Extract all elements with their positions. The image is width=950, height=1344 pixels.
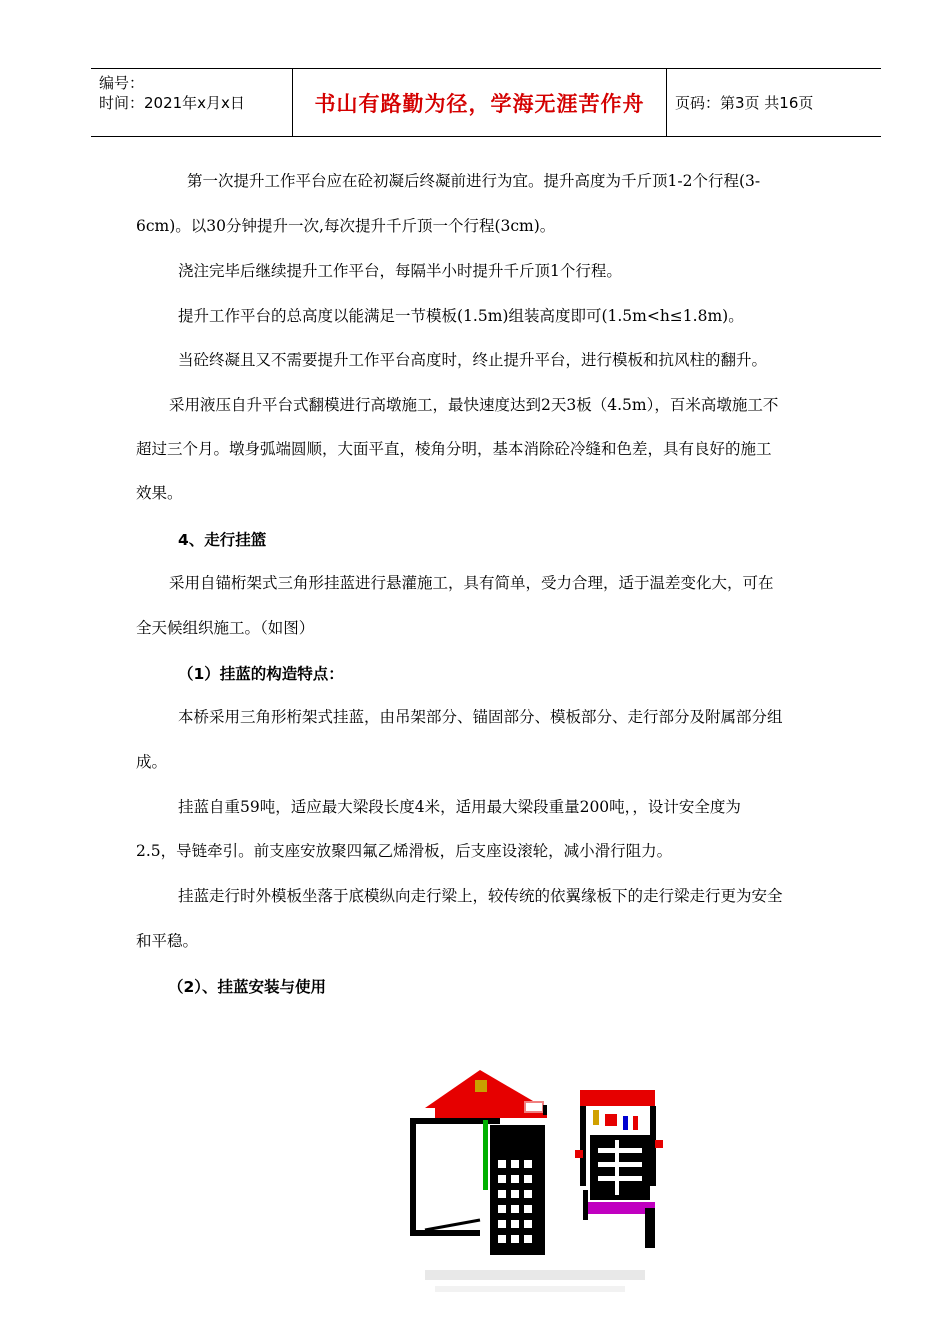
- left-truss-joint: [475, 1080, 487, 1092]
- subsection-heading: （2）、挂蓝安装与使用: [168, 978, 327, 996]
- paragraph-line: 采用自锚桁架式三角形挂蓝进行悬灌施工，具有简单，受力合理，适于温差变化大，可在: [169, 574, 774, 592]
- paragraph-line: 和平稳。: [136, 932, 199, 950]
- right-truss-roof: [580, 1090, 655, 1106]
- hanging-basket-figure: [405, 1030, 685, 1330]
- paragraph-line: 挂蓝自重59吨，适应最大梁段长度4米，适用最大梁段重量200吨，，设计安全度为: [178, 798, 741, 816]
- page-info-text: 页码：第3页 共16页: [675, 94, 814, 112]
- paragraph-line: 第一次提升工作平台应在砼初凝后终凝前进行为宜。提升高度为千斤顶1-2个行程(3-: [187, 172, 761, 190]
- paragraph-line: 成。: [136, 753, 168, 771]
- paragraph-line: 采用液压自升平台式翻模进行高墩施工，最快速度达到2天3板（4.5m），百米高墩施工不: [169, 396, 779, 414]
- paragraph-line: 挂蓝走行时外模板坐落于底模纵向走行梁上，较传统的依翼缘板下的走行梁走行更为安全: [178, 887, 783, 905]
- document-time-label: 时间：2021年x月x日: [99, 94, 245, 112]
- header-motto: 书山有路勤为径，学海无涯苦作舟: [314, 91, 645, 116]
- left-frame-post: [410, 1118, 416, 1236]
- paragraph-line: 超过三个月。墩身弧端圆顺，大面平直，棱角分明，基本消除砼冷缝和色差，具有良好的施工: [136, 440, 772, 458]
- page-header: [91, 68, 881, 137]
- paragraph-line: 当砼终凝且又不需要提升工作平台高度时，终止提升平台，进行模板和抗风柱的翻升。: [178, 351, 768, 369]
- paragraph-line: 6cm)。以30分钟提升一次,每次提升千斤顶一个行程(3cm)。: [136, 217, 556, 235]
- paragraph-line: 效果。: [136, 484, 183, 502]
- paragraph-line: 提升工作平台的总高度以能满足一节模板(1.5m)组装高度即可(1.5m<h≤1.8m)。: [178, 307, 744, 325]
- right-base: [587, 1202, 655, 1214]
- header-motto-cell: [292, 69, 667, 136]
- section-heading: 4、走行挂篮: [178, 531, 267, 549]
- document-number-label: 编号：: [99, 74, 145, 92]
- header-page-info: [675, 69, 813, 136]
- paragraph-line: 2.5，导链牵引。前支座安放聚四氟乙烯滑板，后支座设滚轮，减小滑行阻力。: [136, 842, 673, 860]
- paragraph-line: 本桥采用三角形桁架式挂蓝，由吊架部分、锚固部分、模板部分、走行部分及附属部分组: [178, 708, 783, 726]
- right-tower: [590, 1135, 650, 1200]
- left-frame-bottom: [410, 1230, 480, 1236]
- subsection-heading: （1）挂蓝的构造特点：: [178, 665, 344, 683]
- header-meta: [99, 73, 289, 113]
- paragraph-line: 全天候组织施工。（如图）: [136, 619, 315, 637]
- paragraph-line: 浇注完毕后继续提升工作平台，每隔半小时提升千斤顶1个行程。: [178, 262, 622, 280]
